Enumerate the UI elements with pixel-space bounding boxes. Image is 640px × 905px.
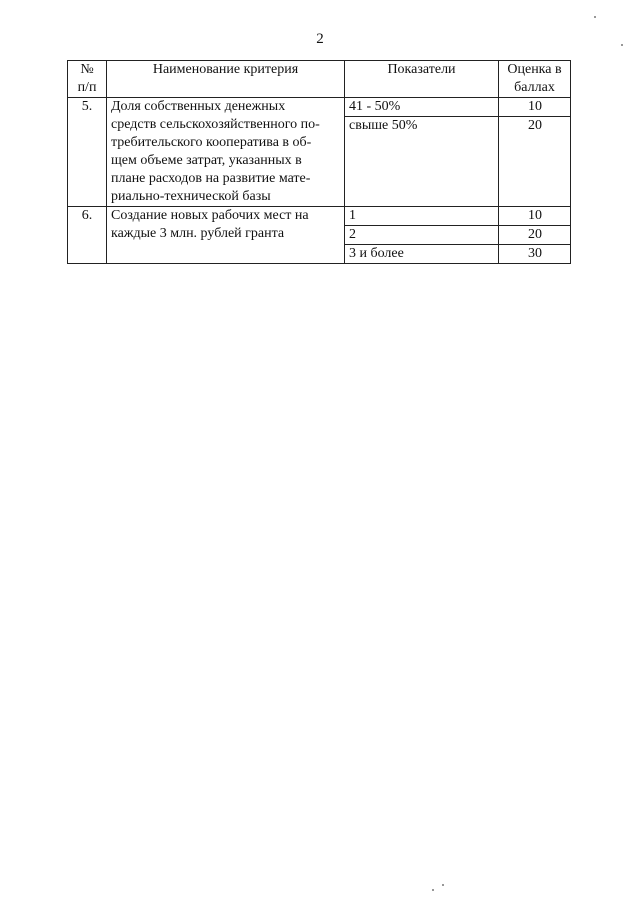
indicator-cell: 41 - 50% [345,98,499,117]
header-number: № п/п [68,61,107,98]
header-score: Оценка в баллах [499,61,571,98]
indicator-cell: 1 [345,207,499,226]
score-cell: 10 [499,98,571,117]
table-row [68,207,571,226]
criteria-table [67,60,571,264]
scan-speck [621,44,623,46]
indicator-cell: 3 и более [345,245,499,264]
row-number: 6. [68,207,107,264]
table-header-row [68,61,571,98]
criterion-name: Создание новых рабочих мест на каждые 3 млн. рублей гранта [107,207,345,264]
score-cell: 10 [499,207,571,226]
scan-speck [432,889,434,891]
row-number: 5. [68,98,107,207]
indicator-cell: 2 [345,226,499,245]
table-row [68,98,571,117]
indicator-cell: свыше 50% [345,117,499,207]
score-cell: 20 [499,226,571,245]
score-cell: 30 [499,245,571,264]
score-cell: 20 [499,117,571,207]
criterion-name: Доля собственных денежных средств сельскохозяйственного по- требительского кооператива в об- щем объеме затрат, указанных в плане расходов на развитие мате- риально-технической базы [107,98,345,207]
scan-speck [594,16,596,18]
header-indicators: Показатели [345,61,499,98]
scan-speck [442,884,444,886]
header-criterion-name: Наименование критерия [107,61,345,98]
page-number: 2 [316,31,324,47]
